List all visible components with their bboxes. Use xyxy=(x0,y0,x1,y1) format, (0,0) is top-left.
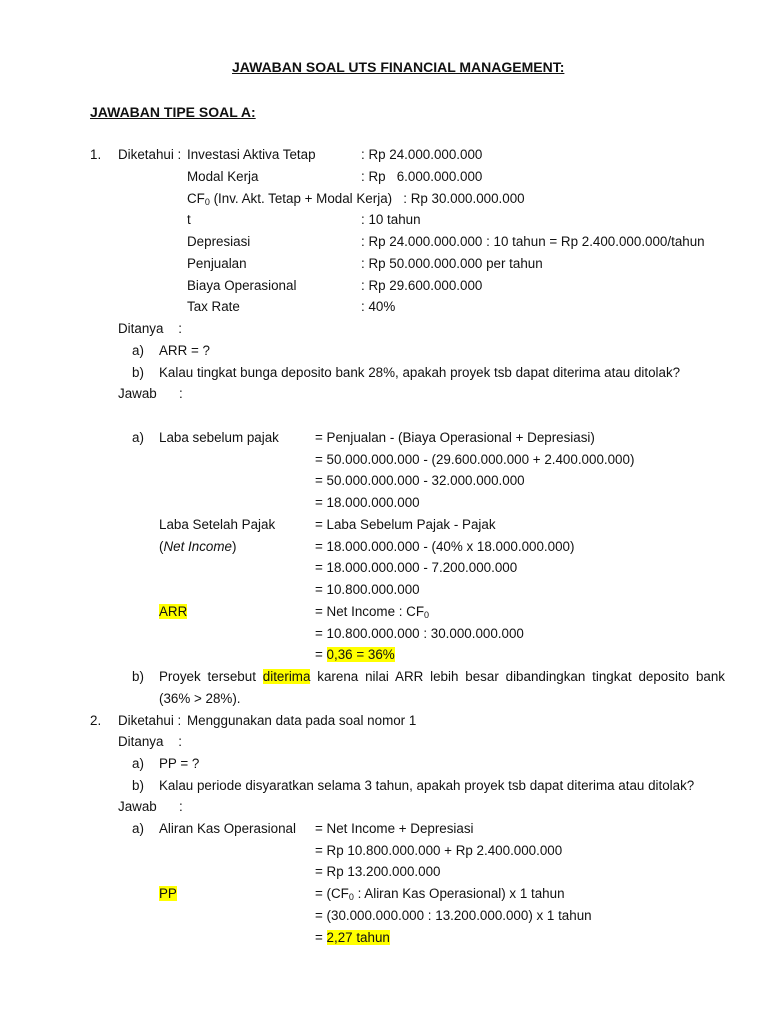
q1-item-label: Biaya Operasional xyxy=(187,278,297,293)
list-marker: b) xyxy=(132,778,144,793)
q1-item-label: Investasi Aktiva Tetap xyxy=(187,147,316,162)
pp-result: = 2,27 tahun xyxy=(315,930,390,945)
laba-sebelum-pajak-label: Laba sebelum pajak xyxy=(159,430,279,445)
document-title: JAWABAN SOAL UTS FINANCIAL MANAGEMENT: xyxy=(232,59,565,75)
q1-jawab-label: Jawab : xyxy=(118,386,183,401)
calc-line: = 10.800.000.000 : 30.000.000.000 xyxy=(315,626,524,641)
calc-line: = Rp 13.200.000.000 xyxy=(315,864,441,879)
q1-ditanya-a: ARR = ? xyxy=(159,343,210,358)
calc-line: = 18.000.000.000 - (40% x 18.000.000.000) xyxy=(315,539,575,554)
q1-item-value: : 10 tahun xyxy=(361,212,421,227)
list-marker: a) xyxy=(132,756,144,771)
list-marker: a) xyxy=(132,821,144,836)
calc-line: = ($CF_0$ : Aliran Kas Operasional) x 1 tahun xyxy=(315,886,565,902)
q2-diketahui-label: Diketahui : xyxy=(118,713,182,728)
q1-item-label: Depresiasi xyxy=(187,234,251,249)
q1-item-value: : Rp 6.000.000.000 xyxy=(361,169,483,184)
q2-ditanya-label: Ditanya : xyxy=(118,734,183,749)
q1-answer-b-line1: Proyek tersebut diterima karena nilai ARR lebih besar dibandingkan tingkat deposito bank xyxy=(159,669,725,684)
arr-label: ARR xyxy=(159,604,188,619)
list-marker: a) xyxy=(132,343,144,358)
calc-line: = 18.000.000.000 xyxy=(315,495,420,510)
calc-line: = Net Income + Depresiasi xyxy=(315,821,474,836)
q1-item-value: : 40% xyxy=(361,299,396,314)
laba-setelah-pajak-label: Laba Setelah Pajak xyxy=(159,517,276,532)
q1-item-label: Modal Kerja xyxy=(187,169,259,184)
q1-item-value: : Rp 50.000.000.000 per tahun xyxy=(361,256,543,271)
calc-line: = 50.000.000.000 - 32.000.000.000 xyxy=(315,473,525,488)
net-income-label: (Net Income) xyxy=(159,539,237,554)
q1-item-value: : Rp 24.000.000.000 : 10 tahun = Rp 2.400.000.000/tahun xyxy=(361,234,705,249)
q1-item-value: : Rp 29.600.000.000 xyxy=(361,278,483,293)
aliran-kas-label: Aliran Kas Operasional xyxy=(159,821,296,836)
list-marker: a) xyxy=(132,430,144,445)
q2-ditanya-a: PP = ? xyxy=(159,756,200,771)
calc-line: = Laba Sebelum Pajak - Pajak xyxy=(315,517,496,532)
q2-number: 2. xyxy=(90,713,102,728)
q1-item-label: Penjualan xyxy=(187,256,247,271)
section-subtitle: JAWABAN TIPE SOAL A: xyxy=(90,104,256,120)
q1-diketahui-label: Diketahui : xyxy=(118,147,182,162)
q1-item-value: : Rp 24.000.000.000 xyxy=(361,147,483,162)
calc-line: = 10.800.000.000 xyxy=(315,582,420,597)
calc-line: = Penjualan - (Biaya Operasional + Depresiasi) xyxy=(315,430,595,445)
arr-result: = 0,36 = 36% xyxy=(315,647,395,662)
calc-line: = (30.000.000.000 : 13.200.000.000) x 1 tahun xyxy=(315,908,592,923)
q1-item-label: Tax Rate xyxy=(187,299,240,314)
pp-label: PP xyxy=(159,886,177,901)
q2-diketahui-text: Menggunakan data pada soal nomor 1 xyxy=(187,713,417,728)
q1-ditanya-label: Ditanya : xyxy=(118,321,183,336)
calc-line: = 50.000.000.000 - (29.600.000.000 + 2.400.000.000) xyxy=(315,452,635,467)
q1-number: 1. xyxy=(90,147,102,162)
calc-line: = Rp 10.800.000.000 + Rp 2.400.000.000 xyxy=(315,843,563,858)
q1-cf-line: $CF_0$ (Inv. Akt. Tetap + Modal Kerja) : Rp 30.000.000.000 xyxy=(187,191,525,207)
calc-line: = 18.000.000.000 - 7.200.000.000 xyxy=(315,560,518,575)
list-marker: b) xyxy=(132,365,144,380)
calc-line: = Net Income : $CF_0$ xyxy=(315,604,430,620)
q1-answer-b-line2: (36% > 28%). xyxy=(159,691,241,706)
q1-item-label: t xyxy=(187,212,191,227)
q2-jawab-label: Jawab : xyxy=(118,799,183,814)
list-marker: b) xyxy=(132,669,144,684)
q2-ditanya-b: Kalau periode disyaratkan selama 3 tahun, apakah proyek tsb dapat diterima atau ditolak? xyxy=(159,778,695,793)
q1-ditanya-b: Kalau tingkat bunga deposito bank 28%, apakah proyek tsb dapat diterima atau ditolak? xyxy=(159,365,681,380)
